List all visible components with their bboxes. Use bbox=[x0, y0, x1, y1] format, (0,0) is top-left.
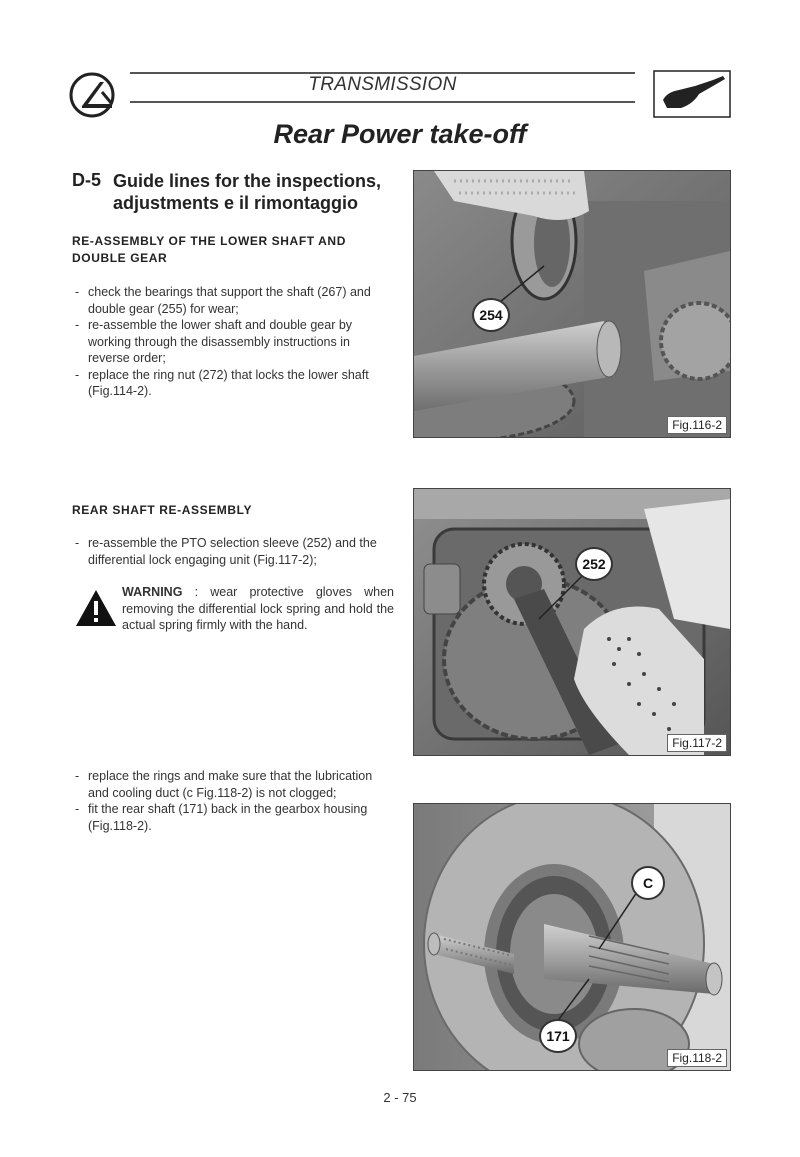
list-item: - replace the ring nut (272) that locks the lower shaft (Fig.114-2). bbox=[72, 367, 394, 400]
brand-logo-icon bbox=[68, 70, 120, 120]
list-item: - fit the rear shaft (171) back in the gearbox housing (Fig.118-2). bbox=[72, 801, 394, 834]
warning-note bbox=[122, 584, 394, 634]
figure-label: Fig.117-2 bbox=[667, 734, 727, 752]
callout-171: 171 bbox=[539, 1019, 577, 1053]
figure-117-2 bbox=[413, 488, 731, 756]
figure-label: Fig.116-2 bbox=[667, 416, 727, 434]
list-item: - re-assemble the lower shaft and double gear by working through the disassembly instructions in reverse order; bbox=[72, 317, 394, 367]
subheading-rear-shaft: REAR SHAFT RE-ASSEMBLY bbox=[72, 503, 253, 517]
figure-116-2 bbox=[413, 170, 731, 438]
warning-label: WARNING bbox=[122, 585, 183, 599]
header-rule-bottom bbox=[130, 101, 635, 103]
rear-shaft-fit-steps bbox=[72, 768, 394, 834]
rear-shaft-steps bbox=[72, 535, 394, 568]
lower-shaft-steps bbox=[72, 284, 394, 400]
list-item: - replace the rings and make sure that the lubrication and cooling duct (c Fig.118-2) is not clogged; bbox=[72, 768, 394, 801]
page-title: Rear Power take-off bbox=[273, 119, 527, 149]
header-title: TRANSMISSION bbox=[308, 74, 457, 95]
warning-icon bbox=[75, 588, 117, 628]
subheading-lower-shaft: RE-ASSEMBLY OF THE LOWER SHAFT AND DOUBLE GEAR bbox=[72, 234, 346, 265]
callout-254: 254 bbox=[472, 298, 510, 332]
page-number: 2 - 75 bbox=[383, 1090, 417, 1105]
section-title: Guide lines for the inspections, adjustments e il rimontaggio bbox=[113, 171, 382, 213]
figure-label: Fig.118-2 bbox=[667, 1049, 727, 1067]
callout-252: 252 bbox=[575, 547, 613, 581]
photo-pto-sleeve bbox=[414, 489, 730, 755]
callout-c: C bbox=[631, 866, 665, 900]
section-number: D-5 bbox=[72, 170, 102, 190]
figure-118-2 bbox=[413, 803, 731, 1071]
list-item: - check the bearings that support the shaft (267) and double gear (255) for wear; bbox=[72, 284, 394, 317]
photo-lower-shaft bbox=[414, 171, 730, 437]
list-item: - re-assemble the PTO selection sleeve (252) and the differential lock engaging unit (Fig.117-2); bbox=[72, 535, 394, 568]
warning-text: : wear protective gloves when removing the differential lock spring and hold the actual spring firmly with the hand. bbox=[122, 585, 394, 632]
tractor-section-icon bbox=[653, 70, 731, 118]
